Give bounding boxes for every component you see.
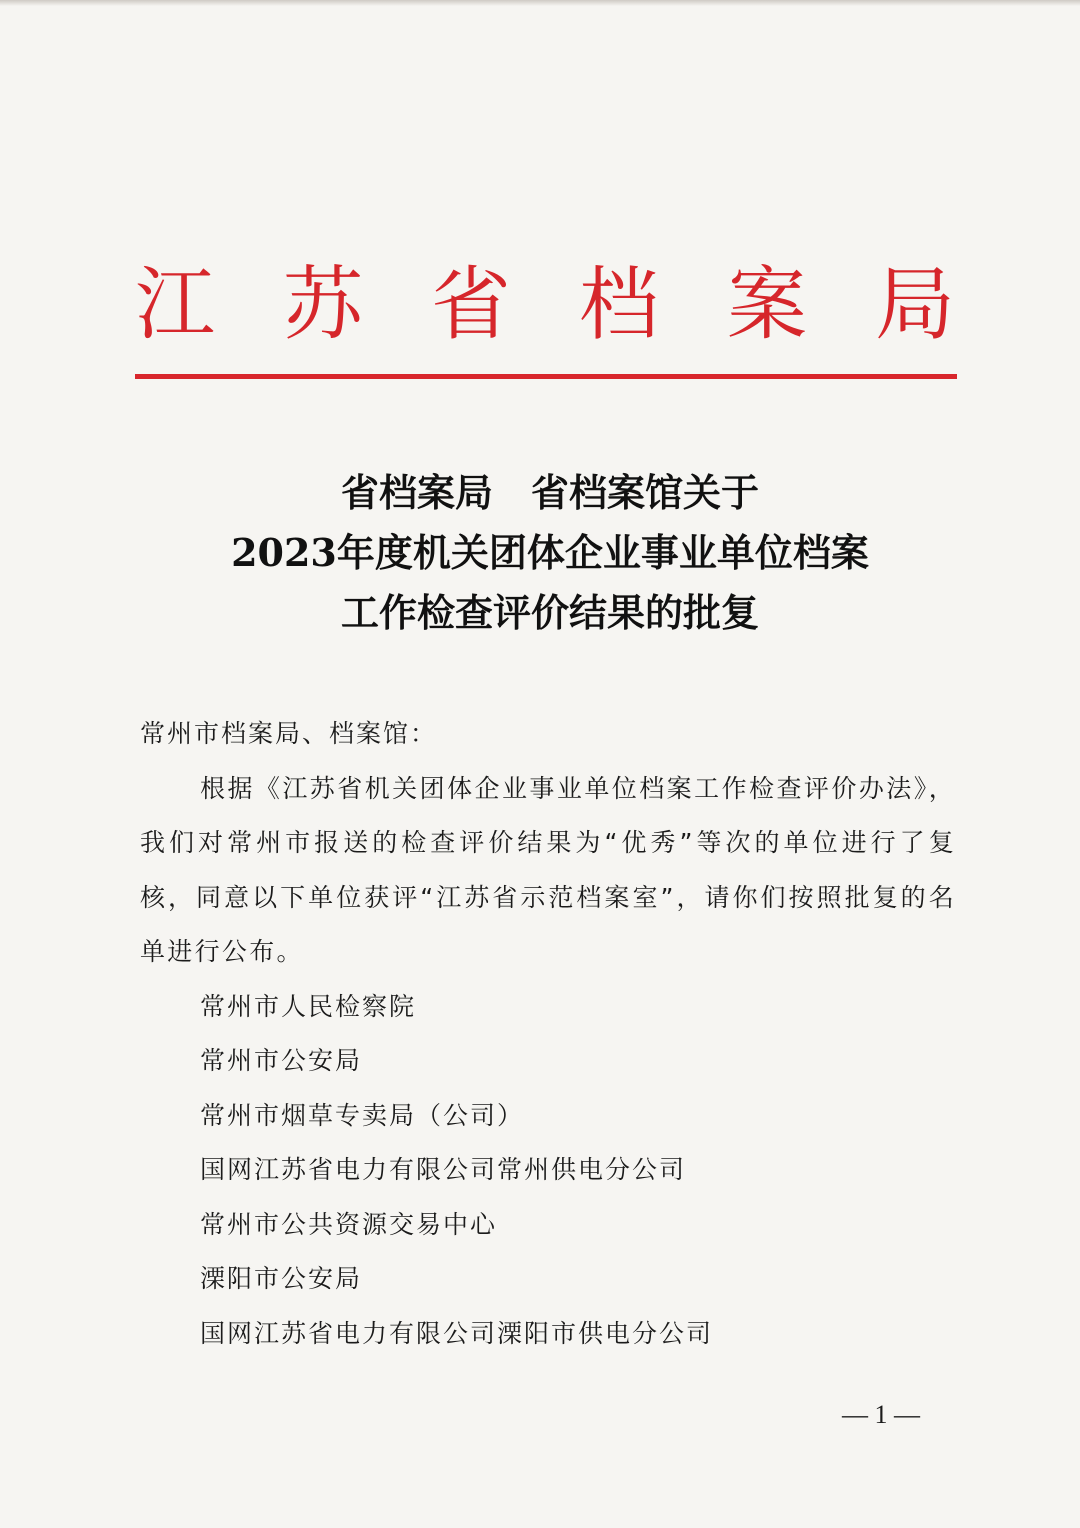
approved-unit-list — [140, 980, 956, 1362]
title-line: 2023年度机关团体企业事业单位档案 — [231, 530, 869, 575]
unit-item: 国网江苏省电力有限公司溧阳市供电分公司 — [200, 1318, 714, 1348]
unit-item: 溧阳市公安局 — [200, 1264, 363, 1293]
letterhead-title — [135, 255, 955, 355]
letterhead-char: 案 — [727, 258, 807, 351]
body-paragraph: 根据《江苏省机关团体企业事业单位档案工作检查评价办法》，我们对常州市报送的检查评价结果为“优秀”等次的单位进行了复核，同意以下单位获评“江苏省示范档案室”，请你们按照批复的名单进行公布。 — [140, 773, 956, 966]
document-title — [120, 463, 980, 643]
letterhead-char: 苏 — [283, 258, 363, 351]
unit-item: 常州市烟草专卖局（公司） — [200, 1100, 525, 1130]
unit-item: 常州市公共资源交易中心 — [200, 1209, 498, 1239]
letterhead-char: 省 — [431, 258, 511, 351]
document-body — [140, 707, 956, 1361]
letterhead-char: 局 — [875, 258, 955, 351]
letterhead-char: 档 — [579, 258, 659, 351]
salutation: 常州市档案局、档案馆： — [140, 719, 438, 748]
unit-item: 常州市人民检察院 — [200, 991, 417, 1021]
unit-item: 常州市公安局 — [200, 1046, 363, 1075]
page-number: — 1 — — [842, 1400, 920, 1429]
title-line: 省档案局 省档案馆关于 — [340, 470, 759, 515]
letterhead-divider — [135, 374, 957, 379]
title-line: 工作检查评价结果的批复 — [340, 590, 759, 635]
letterhead-char: 江 — [135, 258, 215, 351]
scan-edge — [0, 0, 1080, 6]
unit-item: 国网江苏省电力有限公司常州供电分公司 — [200, 1155, 687, 1184]
